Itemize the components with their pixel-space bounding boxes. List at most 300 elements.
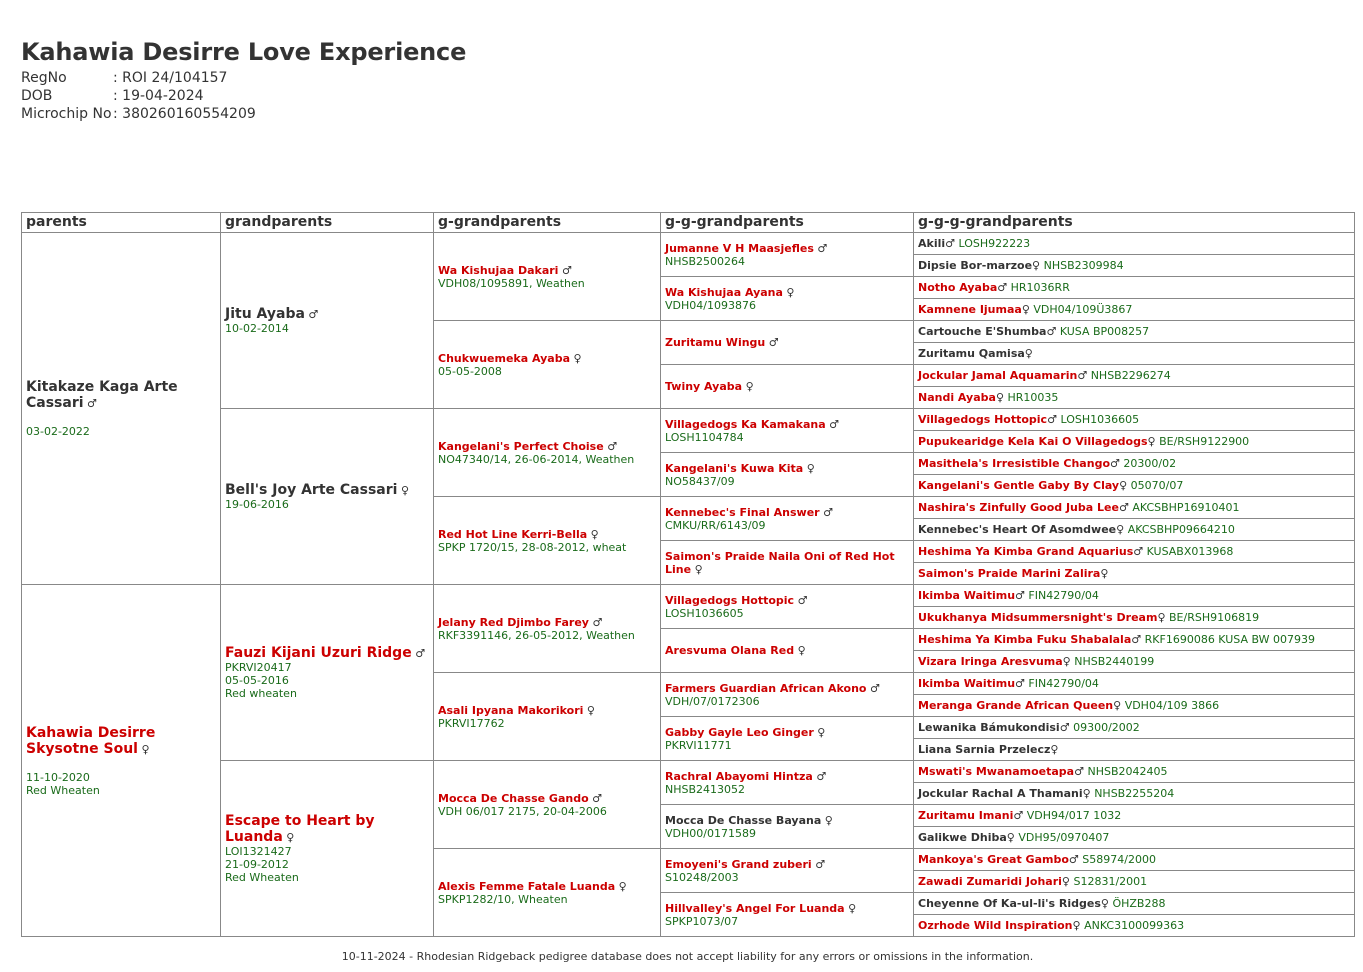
sex-symbol: ♀ <box>1100 567 1109 580</box>
sex-symbol: ♀ <box>618 879 627 893</box>
sex-symbol: ♂ <box>815 857 826 871</box>
sex-symbol: ♂ <box>1118 501 1129 514</box>
sex-symbol: ♂ <box>768 336 779 349</box>
dob-row <box>21 87 466 105</box>
ggrandparents-cell <box>434 233 661 321</box>
gggrandparents-cell <box>661 541 914 585</box>
ggggrandparents-cell <box>914 387 1355 409</box>
sex-symbol: ♀ <box>848 901 857 915</box>
dog-name[interactable]: Dipsie Bor-marzoe <box>918 259 1033 272</box>
sex-symbol: ♀ <box>586 703 595 717</box>
pedigree-row <box>22 585 1355 607</box>
dog-name[interactable]: Lewanika Bámukondisi <box>918 721 1060 734</box>
ggggrandparents-cell <box>914 827 1355 849</box>
reg-number: NHSB2309984 <box>1043 259 1124 272</box>
reg-number: VDH94/017 1032 <box>1026 809 1122 822</box>
dog-name-line <box>665 286 909 299</box>
pedigree-row <box>22 233 1355 255</box>
dog-detail: 10-02-2014 <box>225 322 289 335</box>
sex-symbol: ♂ <box>797 593 808 607</box>
dog-name-line <box>438 440 656 453</box>
dog-name[interactable]: Kennebec's Heart Of Asomdwee <box>918 523 1117 536</box>
microchip-value: : 380260160554209 <box>113 106 256 122</box>
dog-name[interactable]: Mocca De Chasse Gando <box>438 791 589 805</box>
dog-detail: 05-05-2008 <box>438 364 502 378</box>
dog-detail: SPKP1073/07 <box>665 914 739 928</box>
pedigree-table <box>21 212 1355 937</box>
dog-name[interactable]: Heshima Ya Kimba Fuku Shabalala <box>918 633 1132 646</box>
ggggrandparents-cell <box>914 409 1355 431</box>
dog-name[interactable]: Cheyenne Of Ka-ul-li's Ridges <box>918 897 1101 910</box>
reg-number: BE/RSH9106819 <box>1169 611 1260 624</box>
sex-symbol: ♂ <box>1110 457 1120 470</box>
sex-symbol: ♀ <box>1147 435 1156 448</box>
dog-name-line <box>438 792 656 805</box>
ggggrandparents-cell <box>914 255 1355 277</box>
dog-name[interactable]: Kamnene Ijumaa <box>918 303 1022 316</box>
pedigree-body <box>22 233 1355 937</box>
dog-name[interactable]: Meranga Grande African Queen <box>918 699 1114 712</box>
sex-symbol: ♀ <box>1100 897 1109 910</box>
reg-number: ANKC3100099363 <box>1084 919 1185 932</box>
sex-symbol: ♀ <box>824 813 833 827</box>
dog-name-line <box>665 858 909 871</box>
reg-number: NHSB2296274 <box>1090 369 1171 382</box>
dog-name[interactable]: Villagedogs Hottopic <box>918 413 1048 426</box>
sex-symbol: ♀ <box>1119 479 1128 492</box>
gggrandparents-cell <box>661 321 914 365</box>
reg-number: AKCSBHP16910401 <box>1132 501 1240 514</box>
dog-name-line <box>665 682 909 695</box>
dog-detail: 19-06-2016 <box>225 498 289 511</box>
pedigree-row <box>22 409 1355 431</box>
sex-symbol: ♀ <box>1061 875 1070 888</box>
reg-number: KUSABX013968 <box>1146 545 1234 558</box>
dog-name[interactable]: Wa Kishujaa Ayana <box>665 285 783 299</box>
dog-name[interactable]: Pupukearidge Kela Kai O Villagedogs <box>918 435 1148 448</box>
ggggrandparents-cell <box>914 695 1355 717</box>
sex-symbol: ♀ <box>573 351 582 365</box>
dog-name[interactable]: Mswati's Mwanamoetapa <box>918 765 1075 778</box>
dog-name[interactable]: Gabby Gayle Leo Ginger <box>665 725 814 739</box>
dog-detail: 03-02-2022 <box>26 425 90 438</box>
grandparents-cell <box>221 585 434 761</box>
ggggrandparents-cell <box>914 277 1355 299</box>
ggggrandparents-cell <box>914 849 1355 871</box>
ggggrandparents-cell <box>914 453 1355 475</box>
dog-detail: LOSH1104784 <box>665 430 744 444</box>
dog-name[interactable]: Twiny Ayaba <box>665 380 743 393</box>
dog-name-line <box>665 770 909 783</box>
gggrandparents-cell <box>661 717 914 761</box>
sex-symbol: ♂ <box>592 615 603 629</box>
parents-cell <box>22 585 221 937</box>
ggrandparents-cell <box>434 409 661 497</box>
dog-name[interactable]: Saimon's Praide Naila Oni of Red Hot Line <box>665 549 895 576</box>
dog-name[interactable]: Wa Kishujaa Dakari <box>438 263 559 277</box>
dog-detail: Red wheaten <box>225 687 297 700</box>
reg-number: BE/RSH9122900 <box>1159 435 1250 448</box>
header-parents: parents <box>22 213 221 233</box>
dog-name[interactable]: Hillvalley's Angel For Luanda <box>665 901 845 915</box>
dog-name[interactable]: Zuritamu Wingu <box>665 336 766 349</box>
gggrandparents-cell <box>661 277 914 321</box>
dog-detail: VDH 06/017 2175, 20-04-2006 <box>438 804 607 818</box>
header-g-grandparents: g-grandparents <box>434 213 661 233</box>
dog-name-line <box>26 379 216 411</box>
sex-symbol: ♀ <box>1021 303 1030 316</box>
sex-symbol: ♂ <box>1059 721 1070 734</box>
gggrandparents-cell <box>661 805 914 849</box>
ggrandparents-cell <box>434 585 661 673</box>
reg-number: NHSB2255204 <box>1094 787 1175 800</box>
dog-detail: VDH/07/0172306 <box>665 694 760 708</box>
dog-name[interactable]: Rachral Abayomi Hintza <box>665 769 813 783</box>
dog-name[interactable]: Galikwe Dhiba <box>918 831 1007 844</box>
dog-name-line <box>665 242 909 255</box>
dog-detail: 21-09-2012 <box>225 858 289 871</box>
gggrandparents-cell <box>661 453 914 497</box>
ggggrandparents-cell <box>914 365 1355 387</box>
dog-name-line <box>225 813 429 845</box>
grandparents-cell <box>221 409 434 585</box>
gggrandparents-cell <box>661 233 914 277</box>
dog-detail: PKRVI17762 <box>438 716 505 730</box>
dog-detail: Red Wheaten <box>26 783 100 797</box>
gggrandparents-cell <box>661 849 914 893</box>
gggrandparents-cell <box>661 629 914 673</box>
dog-name-line <box>665 726 909 739</box>
regno-row <box>21 69 466 87</box>
ggrandparents-cell <box>434 673 661 761</box>
ggrandparents-cell <box>434 849 661 937</box>
dog-name[interactable]: Farmers Guardian African Akono <box>665 681 867 695</box>
dog-detail: RKF3391146, 26-05-2012, Weathen <box>438 628 635 642</box>
ggggrandparents-cell <box>914 915 1355 937</box>
dog-name[interactable]: Jockular Jamal Aquamarin <box>918 369 1078 382</box>
sex-symbol: ♂ <box>817 241 828 255</box>
dog-name-line <box>26 725 216 757</box>
dog-detail: 05-05-2016 <box>225 674 289 687</box>
grandparents-cell <box>221 761 434 937</box>
dog-name[interactable]: Jockular Rachal A Thamani <box>918 787 1083 800</box>
dog-name-line <box>665 380 909 393</box>
ggggrandparents-cell <box>914 299 1355 321</box>
sex-symbol: ♂ <box>1047 413 1057 426</box>
parents-cell <box>22 233 221 585</box>
header-grandparents: grandparents <box>221 213 434 233</box>
ggggrandparents-cell <box>914 321 1355 343</box>
dog-name[interactable]: Red Hot Line Kerri-Bella <box>438 527 588 541</box>
sex-symbol: ♀ <box>1032 259 1041 272</box>
dog-name-line <box>665 902 909 915</box>
dog-detail: VDH08/1095891, Weathen <box>438 276 585 290</box>
sex-symbol: ♀ <box>797 644 806 657</box>
sex-symbol: ♀ <box>694 562 703 576</box>
dog-name[interactable]: Kahawia Desirre Skysotne Soul <box>26 724 156 757</box>
reg-number: VDH95/0970407 <box>1018 831 1110 844</box>
sex-symbol: ♀ <box>817 725 826 739</box>
dog-detail: Red Wheaten <box>225 871 299 884</box>
ggggrandparents-cell <box>914 651 1355 673</box>
reg-number: HR1036RR <box>1010 281 1070 294</box>
dog-name[interactable]: Ikimba Waitimu <box>918 589 1016 602</box>
ggggrandparents-cell <box>914 805 1355 827</box>
dog-name-line <box>665 644 909 657</box>
sex-symbol: ♂ <box>607 439 618 453</box>
dog-detail: NO58437/09 <box>665 474 735 488</box>
dog-detail: NHSB2500264 <box>665 254 746 268</box>
dog-name[interactable]: Kangelani's Kuwa Kita <box>665 461 804 475</box>
dog-name[interactable]: Kangelani's Gentle Gaby By Clay <box>918 479 1120 492</box>
sex-symbol: ♂ <box>1074 765 1084 778</box>
reg-number: KUSA BP008257 <box>1059 325 1150 338</box>
ggggrandparents-cell <box>914 519 1355 541</box>
dog-detail: VDH04/1093876 <box>665 298 756 312</box>
dog-name[interactable]: Ukukhanya Midsummersnight's Dream <box>918 611 1158 624</box>
sex-symbol: ♂ <box>561 263 572 277</box>
dog-name[interactable]: Liana Sarnia Przelecz <box>918 743 1051 756</box>
sex-symbol: ♀ <box>1024 347 1033 360</box>
sex-symbol: ♂ <box>829 417 840 431</box>
disclaimer-footer: 10-11-2024 - Rhodesian Ridgeback pedigree database does not accept liability for any errors or omissions in the information. <box>341 950 1034 963</box>
dog-detail: NHSB2413052 <box>665 782 746 796</box>
dog-name[interactable]: Ozrhode Wild Inspiration <box>918 919 1073 932</box>
dob-value: : 19-04-2024 <box>113 88 204 104</box>
dog-name[interactable]: Kitakaze Kaga Arte Cassari <box>26 379 178 411</box>
dog-name[interactable]: Saimon's Praide Marini Zalira <box>918 567 1101 580</box>
ggrandparents-cell <box>434 761 661 849</box>
sex-symbol: ♂ <box>1046 325 1057 338</box>
dog-name[interactable]: Cartouche E'Shumba <box>918 325 1047 338</box>
pedigree-row <box>22 761 1355 783</box>
dog-name-line <box>438 880 656 893</box>
sex-symbol: ♂ <box>1131 633 1142 646</box>
reg-number: LOSH922223 <box>958 237 1031 250</box>
dog-name[interactable]: Villagedogs Hottopic <box>665 593 795 607</box>
sex-symbol: ♂ <box>415 647 426 660</box>
dog-detail: PKRVI11771 <box>665 738 732 752</box>
dog-detail: NO47340/14, 26-06-2014, Weathen <box>438 452 635 466</box>
sex-symbol: ♀ <box>141 742 150 756</box>
sex-symbol: ♀ <box>1050 743 1059 756</box>
gggrandparents-cell <box>661 409 914 453</box>
reg-number: HR10035 <box>1007 391 1059 404</box>
dog-name[interactable]: Alexis Femme Fatale Luanda <box>438 879 616 893</box>
ggggrandparents-cell <box>914 541 1355 563</box>
dog-name[interactable]: Zawadi Zumaridi Johari <box>918 875 1062 888</box>
sex-symbol: ♂ <box>1068 853 1079 866</box>
dog-name[interactable]: Vizara Iringa Aresvuma <box>918 655 1063 668</box>
reg-number: AKCSBHP09664210 <box>1127 523 1235 536</box>
sex-symbol: ♀ <box>286 831 295 844</box>
reg-number: NHSB2042405 <box>1087 765 1168 778</box>
ggggrandparents-cell <box>914 761 1355 783</box>
sex-symbol: ♂ <box>1077 369 1088 382</box>
ggggrandparents-cell <box>914 233 1355 255</box>
reg-number: NHSB2440199 <box>1074 655 1155 668</box>
dog-name[interactable]: Ikimba Waitimu <box>918 677 1016 690</box>
dog-name-line <box>438 616 656 629</box>
reg-number: VDH04/109Ü3867 <box>1033 303 1133 316</box>
ggggrandparents-cell <box>914 783 1355 805</box>
sex-symbol: ♀ <box>1157 611 1166 624</box>
dog-name[interactable]: Villagedogs Ka Kamakana <box>665 417 826 431</box>
dog-detail: VDH00/0171589 <box>665 826 756 840</box>
dog-header <box>21 38 466 123</box>
sex-symbol: ♂ <box>1013 809 1024 822</box>
ggggrandparents-cell <box>914 497 1355 519</box>
dog-name-line <box>438 528 656 541</box>
dog-name[interactable]: Jelany Red Djimbo Farey <box>438 615 589 629</box>
regno-label: RegNo <box>21 70 67 86</box>
dog-name[interactable]: Masithela's Irresistible Chango <box>918 457 1110 470</box>
sex-symbol: ♀ <box>1072 919 1081 932</box>
sex-symbol: ♂ <box>592 791 603 805</box>
gggrandparents-cell <box>661 497 914 541</box>
sex-symbol: ♀ <box>1116 523 1125 536</box>
sex-symbol: ♂ <box>1133 545 1144 558</box>
ggggrandparents-cell <box>914 431 1355 453</box>
dog-name[interactable]: Mocca De Chasse Bayana <box>665 813 822 827</box>
ggggrandparents-cell <box>914 585 1355 607</box>
dog-name-line <box>438 352 656 365</box>
dog-detail: LOSH1036605 <box>665 606 744 620</box>
dog-name[interactable]: Kangelani's Perfect Choise <box>438 439 604 453</box>
microchip-label: Microchip No <box>21 106 112 122</box>
dog-name-line <box>665 418 909 431</box>
reg-number: 20300/02 <box>1123 457 1177 470</box>
dog-name[interactable]: Bell's Joy Arte Cassari <box>225 482 398 498</box>
dog-name[interactable]: Akili <box>918 237 946 250</box>
ggggrandparents-cell <box>914 629 1355 651</box>
dob-label: DOB <box>21 88 53 104</box>
dog-name[interactable]: Nashira's Zinfully Good Juba Lee <box>918 501 1119 514</box>
header-g-g-grandparents: g-g-grandparents <box>661 213 914 233</box>
dog-name[interactable]: Jitu Ayaba <box>225 306 305 322</box>
dog-name-line <box>225 306 429 322</box>
dog-detail: CMKU/RR/6143/09 <box>665 518 766 532</box>
dog-name[interactable]: Heshima Ya Kimba Grand Aquarius <box>918 545 1134 558</box>
gggrandparents-cell <box>661 365 914 409</box>
dog-detail: SPKP1282/10, Wheaten <box>438 892 568 906</box>
reg-number: LOSH1036605 <box>1060 413 1140 426</box>
reg-number: RKF1690086 KUSA BW 007939 <box>1144 633 1316 646</box>
ggggrandparents-cell <box>914 893 1355 915</box>
sex-symbol: ♀ <box>1062 655 1071 668</box>
sex-symbol: ♂ <box>1015 589 1025 602</box>
reg-number: S58974/2000 <box>1082 853 1156 866</box>
ggggrandparents-cell <box>914 739 1355 761</box>
ggggrandparents-cell <box>914 343 1355 365</box>
sex-symbol: ♀ <box>400 484 409 497</box>
dog-name-line <box>665 506 909 519</box>
reg-number: FIN42790/04 <box>1028 589 1099 602</box>
sex-symbol: ♀ <box>1113 699 1122 712</box>
reg-number: FIN42790/04 <box>1028 677 1099 690</box>
dog-name-line <box>665 462 909 475</box>
page-title: Kahawia Desirre Love Experience <box>21 38 467 66</box>
ggggrandparents-cell <box>914 673 1355 695</box>
dog-name[interactable]: Zuritamu Qamisa <box>918 347 1025 360</box>
header-g-g-g-grandparents: g-g-g-grandparents <box>914 213 1355 233</box>
dog-name-line <box>665 814 909 827</box>
sex-symbol: ♀ <box>995 391 1005 404</box>
dog-name[interactable]: Kennebec's Final Answer <box>665 505 820 519</box>
dog-name[interactable]: Jumanne V H Maasjefles <box>665 241 814 255</box>
sex-symbol: ♀ <box>1006 831 1015 844</box>
reg-number: VDH04/109 3866 <box>1124 699 1220 712</box>
reg-number: ÖHZB288 <box>1112 897 1166 910</box>
ggrandparents-cell <box>434 321 661 409</box>
dog-name-line <box>225 482 429 498</box>
sex-symbol: ♀ <box>1082 787 1091 800</box>
sex-symbol: ♂ <box>823 505 833 519</box>
dog-name[interactable]: Chukwuemeka Ayaba <box>438 351 571 365</box>
dog-detail: PKRVI20417 <box>225 661 292 674</box>
dog-name-line <box>225 645 429 661</box>
sex-symbol: ♂ <box>1015 677 1025 690</box>
sex-symbol: ♂ <box>816 769 827 783</box>
gggrandparents-cell <box>661 673 914 717</box>
dog-detail: LOI1321427 <box>225 845 292 858</box>
dog-name-line <box>438 704 656 717</box>
ggggrandparents-cell <box>914 563 1355 585</box>
dog-name[interactable]: Emoyeni's Grand zuberi <box>665 857 812 871</box>
microchip-row <box>21 105 466 123</box>
gggrandparents-cell <box>661 585 914 629</box>
dog-name[interactable]: Zuritamu Imani <box>918 809 1014 822</box>
dog-name[interactable]: Asali Ipyana Makorikori <box>438 703 584 717</box>
dog-name[interactable]: Aresvuma Olana Red <box>665 644 795 657</box>
sex-symbol: ♂ <box>308 308 319 321</box>
sex-symbol: ♂ <box>87 397 97 410</box>
pedigree-header-row <box>22 213 1355 233</box>
dog-name[interactable]: Mankoya's Great Gambo <box>918 853 1069 866</box>
dog-name-line <box>665 594 909 607</box>
reg-number: 09300/2002 <box>1073 721 1140 734</box>
dog-detail: SPKP 1720/15, 28-08-2012, wheat <box>438 540 627 554</box>
sex-symbol: ♀ <box>745 380 754 393</box>
dog-name[interactable]: Nandi Ayaba <box>918 391 996 404</box>
dog-name-line <box>665 550 909 576</box>
dog-detail: 11-10-2020 <box>26 770 90 784</box>
sex-symbol: ♂ <box>869 681 880 695</box>
regno-value: : ROI 24/104157 <box>113 70 228 86</box>
dog-name[interactable]: Notho Ayaba <box>918 281 998 294</box>
sex-symbol: ♀ <box>590 527 599 541</box>
dog-detail: S10248/2003 <box>665 870 739 884</box>
dog-name-line <box>438 264 656 277</box>
ggggrandparents-cell <box>914 871 1355 893</box>
reg-number: S12831/2001 <box>1073 875 1148 888</box>
dog-name[interactable]: Fauzi Kijani Uzuri Ridge <box>225 645 412 661</box>
sex-symbol: ♂ <box>945 237 956 250</box>
ggggrandparents-cell <box>914 717 1355 739</box>
gggrandparents-cell <box>661 761 914 805</box>
grandparents-cell <box>221 233 434 409</box>
reg-number: 05070/07 <box>1130 479 1184 492</box>
ggrandparents-cell <box>434 497 661 585</box>
ggggrandparents-cell <box>914 607 1355 629</box>
dog-name-line <box>665 336 909 349</box>
sex-symbol: ♂ <box>997 281 1008 294</box>
sex-symbol: ♀ <box>806 461 815 475</box>
sex-symbol: ♀ <box>786 285 795 299</box>
ggggrandparents-cell <box>914 475 1355 497</box>
gggrandparents-cell <box>661 893 914 937</box>
dog-name[interactable]: Escape to Heart by Luanda <box>225 813 375 845</box>
